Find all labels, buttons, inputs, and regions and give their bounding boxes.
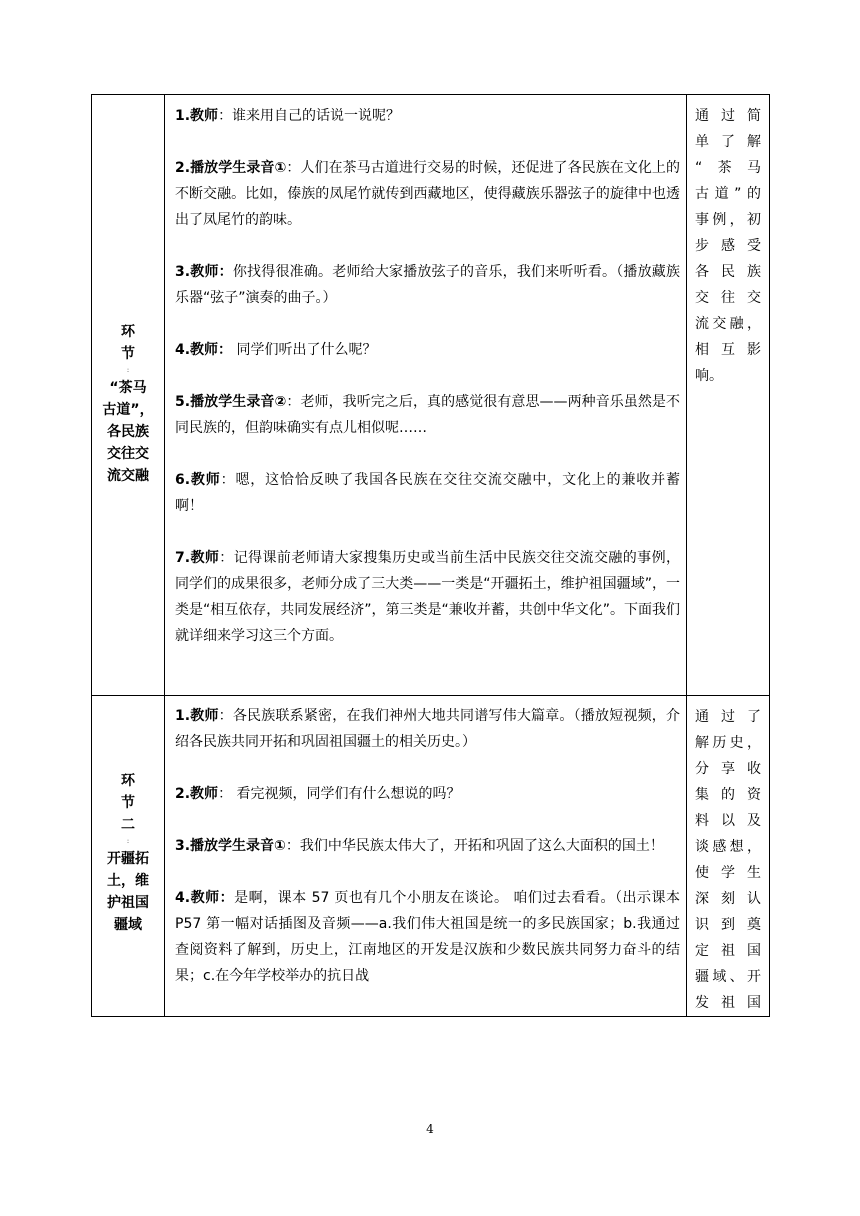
dialogue-paragraph — [175, 389, 680, 441]
note-line: 使学生 — [695, 865, 761, 881]
section-title-line: 土，维 — [107, 873, 149, 889]
label-line: 节 — [121, 795, 135, 811]
note-line: 流交融， — [695, 316, 761, 332]
note-line: 深刻认 — [695, 891, 761, 907]
design-intent-cell — [687, 95, 770, 696]
section-title-line: “茶马 — [109, 380, 147, 396]
dialogue-paragraph — [175, 885, 680, 989]
dialogue-paragraph — [175, 103, 680, 129]
speaker-tag: 2.播放学生录音① — [175, 160, 287, 176]
dialogue-text: 同学们听出了什么呢？ — [232, 342, 377, 358]
speaker-tag: 4.教师： — [175, 890, 235, 906]
note-line: 古道”的 — [695, 186, 761, 202]
note-line: 谈感想， — [695, 839, 761, 855]
note-line: 识到奠 — [695, 917, 761, 933]
table-row — [92, 95, 770, 696]
speaker-tag: 6.教师 — [175, 472, 221, 488]
section-title-line: 古道”， — [102, 402, 154, 418]
label-colon: : — [126, 367, 130, 374]
label-line: 二 — [121, 817, 135, 833]
label-line: 环 — [121, 324, 135, 340]
design-intent-note — [687, 95, 769, 389]
dialogue-text: ：人们在茶马古道进行交易的时候，还促进了各民族在文化上的不断交融。比如，傣族的凤尾竹就传到西藏地区，使得藏族乐器弦子的旋律中也透出了凤尾竹的韵味。 — [175, 160, 680, 228]
speaker-tag: 3.播放学生录音① — [175, 838, 286, 854]
note-line: 解历史， — [695, 735, 761, 751]
section-label-cell — [92, 95, 165, 696]
section-label — [92, 95, 164, 487]
dialogue-paragraph — [175, 155, 680, 233]
note-line: 通过了 — [695, 709, 761, 725]
dialogue-paragraph — [175, 545, 680, 649]
dialogue-text: ：老师，我听完之后，真的感觉很有意思——两种音乐虽然是不同民族的，但韵味确实有点儿相似呢…… — [175, 394, 680, 436]
dialogue-paragraph — [175, 467, 680, 519]
speaker-tag: 2.教师 — [175, 786, 219, 802]
note-line: 分享收 — [695, 761, 761, 777]
dialogue-text: ：各民族联系紧密，在我们神州大地共同谱写伟大篇章。（播放短视频，介绍各民族共同开拓和巩固祖国疆土的相关历史。） — [175, 708, 680, 750]
page-number: 4 — [426, 1122, 434, 1136]
speaker-tag: 3.教师： — [175, 264, 233, 280]
note-line: 步感受 — [695, 238, 761, 254]
note-line: 交往交 — [695, 290, 761, 306]
dialogue-paragraph — [175, 703, 680, 755]
note-line: 疆域、开 — [695, 969, 761, 985]
dialogue-text: ：记得课前老师请大家搜集历史或当前生活中民族交往交流交融的事例，同学们的成果很多，老师分成了三大类——一类是“开疆拓土，维护祖国疆域”，一类是“相互依存，共同发展经济”，第三类是“兼收并蓄，共创中华文化”。下面我们就详细来学习这三个方面。 — [175, 550, 681, 644]
speaker-tag: 5.播放学生录音② — [175, 394, 287, 410]
dialogue-paragraph — [175, 337, 680, 363]
note-line: 料以及 — [695, 813, 761, 829]
dialogue-paragraph — [175, 781, 680, 807]
label-line: 节 — [121, 346, 135, 362]
dialogue-text: ：我们中华民族太伟大了，开拓和巩固了这么大面积的国土！ — [285, 838, 664, 854]
activity-content — [165, 95, 686, 649]
label-line: 环 — [121, 773, 135, 789]
section-title-line: 流交融 — [107, 468, 149, 484]
dialogue-text: ：谁来用自己的话说一说呢？ — [218, 108, 401, 124]
dialogue-paragraph — [175, 833, 680, 859]
dialogue-paragraph — [175, 259, 680, 311]
note-line: 各民族 — [695, 264, 761, 280]
note-line: 发祖国 — [695, 995, 761, 1011]
note-line: 定祖国 — [695, 943, 761, 959]
section-title-line: 开疆拓 — [107, 851, 149, 867]
dialogue-text: 是啊，课本 57 页也有几个小朋友在谈论。 咱们过去看看。（出示课本 P57 第一幅对话插图及音频——a.我们伟大祖国是统一的多民族国家；b.我通过查阅资料了解到，历史上，江南地区的开发是汉族和少数民族共同努力奋斗的结果；c.在今年学校举办的抗日战 — [175, 890, 680, 984]
note-line: 通过简 — [695, 108, 761, 124]
speaker-tag: 7.教师 — [175, 550, 220, 566]
section-label — [92, 696, 164, 936]
section-title-line: 护祖国 — [107, 895, 149, 911]
note-line: 单了解 — [695, 134, 761, 150]
activity-cell — [165, 95, 687, 696]
dialogue-text: ： 看完视频，同学们有什么想说的吗？ — [218, 786, 461, 802]
lesson-plan-table — [91, 94, 770, 1017]
design-intent-note — [687, 696, 769, 1016]
activity-cell — [165, 696, 687, 1017]
dialogue-text: 你找得很准确。老师给大家播放弦子的音乐，我们来听听看。（播放藏族乐器“弦子”演奏的曲子。） — [175, 264, 681, 306]
dialogue-text: ：嗯，这恰恰反映了我国各民族在交往交流交融中，文化上的兼收并蓄啊！ — [175, 472, 681, 514]
note-line: 事例，初 — [695, 212, 761, 228]
speaker-tag: 1.教师 — [175, 708, 219, 724]
section-title-line: 疆域 — [114, 917, 142, 933]
section-title-line: 交往交 — [107, 446, 149, 462]
speaker-tag: 4.教师： — [175, 342, 233, 358]
table-row — [92, 696, 770, 1017]
speaker-tag: 1.教师 — [175, 108, 219, 124]
label-colon: : — [126, 838, 130, 845]
note-line: 相互影 — [695, 342, 761, 358]
note-line: “茶马 — [695, 160, 761, 176]
note-line: 响。 — [695, 368, 723, 384]
section-title-line: 各民族 — [107, 424, 149, 440]
section-label-cell — [92, 696, 165, 1017]
activity-content — [165, 696, 686, 989]
design-intent-cell — [687, 696, 770, 1017]
note-line: 集的资 — [695, 787, 761, 803]
